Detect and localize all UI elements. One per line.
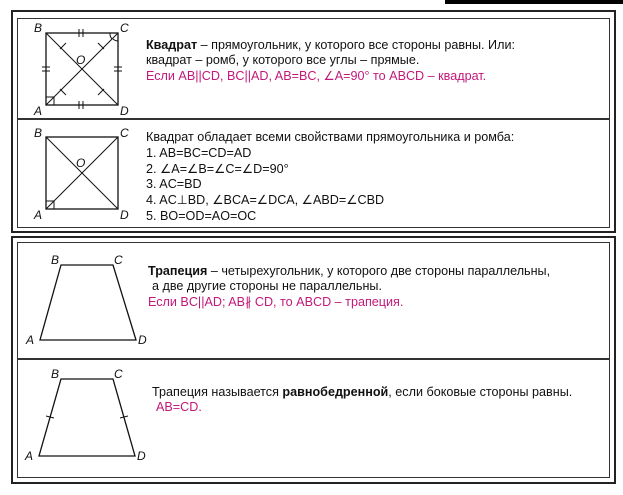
square2-label-d: D bbox=[120, 208, 129, 222]
trapezoid-condition: Если BC||AD; AB∦ CD, то ABCD – трапеция. bbox=[148, 294, 404, 309]
square-label-b: B bbox=[34, 21, 43, 35]
square-properties-row bbox=[17, 118, 610, 228]
square-definition-row bbox=[17, 18, 610, 120]
trapezoid-term: Трапеция bbox=[148, 264, 208, 278]
square-figure-marked bbox=[18, 19, 128, 119]
trap-label-a: A bbox=[26, 333, 35, 347]
isosceles-term: равнобедренной bbox=[282, 385, 389, 399]
square-properties-text bbox=[146, 130, 514, 225]
isosceles-before: Трапеция называется bbox=[152, 385, 283, 399]
isosceles-trapezoid-row bbox=[17, 358, 610, 478]
iso-label-b: B bbox=[51, 367, 60, 381]
square-label-a: A bbox=[34, 104, 43, 118]
isosceles-text bbox=[152, 385, 572, 416]
square-definition-text bbox=[146, 38, 515, 84]
trapezoid-definition-row bbox=[17, 242, 610, 360]
trapezoid-def-line2: а две другие стороны не параллельны. bbox=[152, 279, 382, 294]
trapezoid-panel bbox=[11, 236, 616, 484]
trap-label-d: D bbox=[138, 333, 147, 347]
square-label-c: C bbox=[120, 21, 129, 35]
trapezoid-figure bbox=[18, 243, 158, 359]
trap-label-b: B bbox=[51, 253, 60, 267]
trapezoid-definition-text bbox=[148, 264, 550, 310]
square-term: Квадрат bbox=[146, 38, 198, 52]
isosceles-trapezoid-figure bbox=[18, 359, 158, 477]
square-def-line2: квадрат – ромб, у которого все углы – прямые. bbox=[146, 53, 420, 68]
iso-label-d: D bbox=[137, 449, 146, 463]
square-property-2: 2. ∠A=∠B=∠C=∠D=90° bbox=[146, 161, 289, 176]
square2-label-a: A bbox=[34, 208, 43, 222]
top-black-bar bbox=[445, 0, 623, 4]
square-condition: Если AB||CD, BC||AD, AB=BC, ∠A=90° то ABCD – квадрат. bbox=[146, 68, 487, 83]
isosceles-after: , если боковые стороны равны. bbox=[388, 385, 573, 399]
iso-label-a: A bbox=[25, 449, 34, 463]
square2-label-c: C bbox=[120, 126, 129, 140]
trapezoid-def-line1: – четырехугольник, у которого две стороны параллельны, bbox=[207, 264, 551, 278]
square-property-5: 5. BO=OD=AO=OC bbox=[146, 208, 257, 223]
iso-label-c: C bbox=[114, 367, 123, 381]
square-panel bbox=[11, 10, 616, 233]
square-property-4: 4. AC⊥BD, ∠BCA=∠DCA, ∠ABD=∠CBD bbox=[146, 193, 385, 208]
square-property-1: 1. AB=BC=CD=AD bbox=[146, 145, 252, 160]
square2-label-o: O bbox=[76, 156, 86, 170]
trap-label-c: C bbox=[114, 253, 123, 267]
square-label-d: D bbox=[120, 104, 129, 118]
square-properties-intro: Квадрат обладает всеми свойствами прямоугольника и ромба: bbox=[146, 130, 515, 144]
square-label-o: O bbox=[76, 53, 86, 67]
isosceles-condition: AB=CD. bbox=[156, 400, 202, 415]
square-figure-plain bbox=[18, 119, 128, 227]
square-property-3: 3. AC=BD bbox=[146, 177, 202, 192]
square2-label-b: B bbox=[34, 126, 43, 140]
square-def-line1: – прямоугольник, у которого все стороны равны. Или: bbox=[197, 38, 515, 52]
